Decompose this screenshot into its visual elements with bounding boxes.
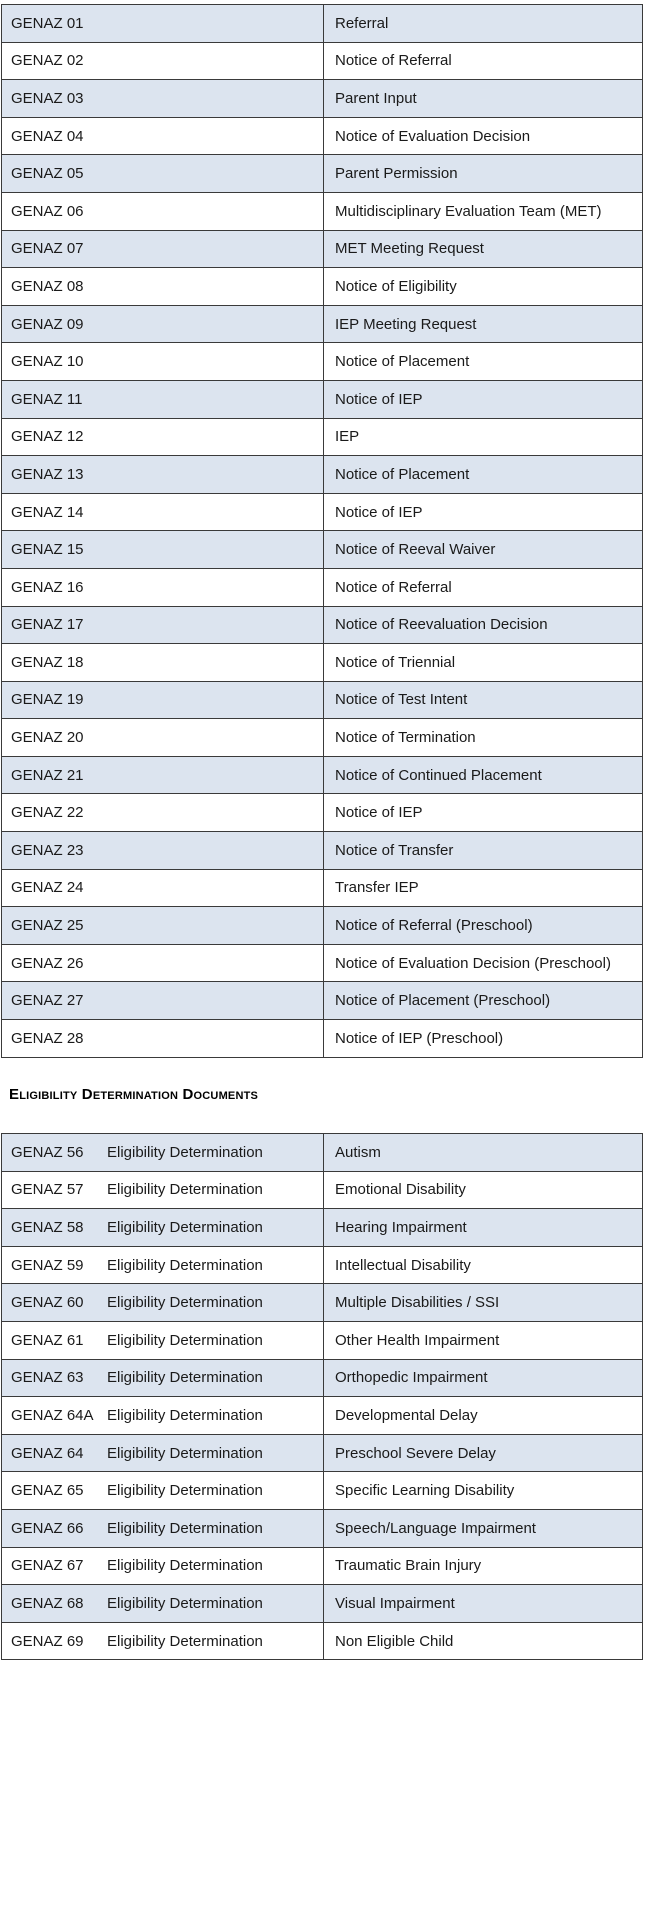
- eligibility-doc-cell: [2, 1246, 324, 1284]
- table-row: [2, 1622, 643, 1660]
- form-code-cell: GENAZ 20: [2, 719, 324, 757]
- form-code: GENAZ 61: [11, 1331, 84, 1349]
- form-title-cell: Notice of Test Intent: [324, 681, 643, 719]
- form-code-cell: GENAZ 11: [2, 380, 324, 418]
- table-row: [2, 380, 643, 418]
- form-title-cell: Notice of Transfer: [324, 832, 643, 870]
- form-code-cell: GENAZ 21: [2, 756, 324, 794]
- disability-category-cell: Non Eligible Child: [324, 1622, 643, 1660]
- forms-table: [1, 4, 643, 1058]
- disability-category-cell: Hearing Impairment: [324, 1209, 643, 1247]
- form-title-cell: Notice of Termination: [324, 719, 643, 757]
- table-row: [2, 644, 643, 682]
- form-code-cell: GENAZ 19: [2, 681, 324, 719]
- form-title-cell: Notice of IEP: [324, 493, 643, 531]
- form-code-cell: GENAZ 16: [2, 568, 324, 606]
- form-code-cell: GENAZ 09: [2, 305, 324, 343]
- table-row: [2, 493, 643, 531]
- table-row: [2, 1134, 643, 1172]
- form-code-cell: GENAZ 25: [2, 907, 324, 945]
- form-title-cell: Notice of Placement: [324, 343, 643, 381]
- form-title-cell: Notice of Referral: [324, 42, 643, 80]
- eligibility-doc-cell: [2, 1585, 324, 1623]
- eligibility-doc-cell: [2, 1171, 324, 1209]
- form-title-cell: Notice of IEP: [324, 794, 643, 832]
- eligibility-table-body: [2, 1134, 643, 1660]
- form-code-cell: GENAZ 23: [2, 832, 324, 870]
- form-code-cell: GENAZ 28: [2, 1020, 324, 1058]
- document-type: Eligibility Determination: [107, 1331, 263, 1349]
- table-row: [2, 1472, 643, 1510]
- disability-category-cell: Autism: [324, 1134, 643, 1172]
- document-type: Eligibility Determination: [107, 1181, 263, 1199]
- disability-category-cell: Emotional Disability: [324, 1171, 643, 1209]
- form-code-cell: GENAZ 05: [2, 155, 324, 193]
- table-row: [2, 418, 643, 456]
- document-type: Eligibility Determination: [107, 1482, 263, 1500]
- disability-category-cell: Traumatic Brain Injury: [324, 1547, 643, 1585]
- form-code: GENAZ 57: [11, 1181, 84, 1199]
- form-title-cell: IEP Meeting Request: [324, 305, 643, 343]
- form-title-cell: IEP: [324, 418, 643, 456]
- form-code-cell: GENAZ 12: [2, 418, 324, 456]
- eligibility-doc-cell: [2, 1509, 324, 1547]
- document-type: Eligibility Determination: [107, 1256, 263, 1274]
- form-title-cell: Notice of Placement (Preschool): [324, 982, 643, 1020]
- form-title-cell: Notice of Continued Placement: [324, 756, 643, 794]
- document-type: Eligibility Determination: [107, 1632, 263, 1650]
- form-code: GENAZ 56: [11, 1143, 84, 1161]
- table-row: [2, 1434, 643, 1472]
- document-type: Eligibility Determination: [107, 1406, 263, 1424]
- eligibility-doc-cell: [2, 1134, 324, 1172]
- disability-category-cell: Multiple Disabilities / SSI: [324, 1284, 643, 1322]
- section-heading: Eligibility Determination Documents: [9, 1086, 259, 1103]
- table-row: [2, 1020, 643, 1058]
- form-code: GENAZ 64: [11, 1444, 84, 1462]
- eligibility-doc-cell: [2, 1472, 324, 1510]
- table-row: [2, 944, 643, 982]
- disability-category-cell: Orthopedic Impairment: [324, 1359, 643, 1397]
- form-code: GENAZ 64A: [11, 1406, 94, 1424]
- form-code-cell: GENAZ 13: [2, 456, 324, 494]
- table-row: [2, 343, 643, 381]
- disability-category-cell: Other Health Impairment: [324, 1321, 643, 1359]
- form-code-cell: GENAZ 06: [2, 192, 324, 230]
- table-row: [2, 1246, 643, 1284]
- form-code-cell: GENAZ 17: [2, 606, 324, 644]
- table-row: [2, 192, 643, 230]
- table-row: [2, 568, 643, 606]
- form-code-cell: GENAZ 08: [2, 268, 324, 306]
- disability-category-cell: Developmental Delay: [324, 1397, 643, 1435]
- form-title-cell: Notice of Eligibility: [324, 268, 643, 306]
- disability-category-cell: Visual Impairment: [324, 1585, 643, 1623]
- form-code-cell: GENAZ 27: [2, 982, 324, 1020]
- table-row: [2, 794, 643, 832]
- table-row: [2, 1547, 643, 1585]
- form-title-cell: Notice of Evaluation Decision: [324, 117, 643, 155]
- table-row: [2, 1359, 643, 1397]
- disability-category-cell: Preschool Severe Delay: [324, 1434, 643, 1472]
- document-type: Eligibility Determination: [107, 1557, 263, 1575]
- table-row: [2, 531, 643, 569]
- form-code-cell: GENAZ 14: [2, 493, 324, 531]
- table-row: [2, 1284, 643, 1322]
- form-code-cell: GENAZ 01: [2, 5, 324, 43]
- form-code-cell: GENAZ 26: [2, 944, 324, 982]
- eligibility-table: [1, 1133, 643, 1660]
- form-code: GENAZ 66: [11, 1519, 84, 1537]
- table-row: [2, 719, 643, 757]
- form-code: GENAZ 68: [11, 1594, 84, 1612]
- document-type: Eligibility Determination: [107, 1519, 263, 1537]
- form-code: GENAZ 63: [11, 1369, 84, 1387]
- eligibility-doc-cell: [2, 1284, 324, 1322]
- disability-category-cell: Intellectual Disability: [324, 1246, 643, 1284]
- table-row: [2, 907, 643, 945]
- table-row: [2, 1321, 643, 1359]
- form-code-cell: GENAZ 18: [2, 644, 324, 682]
- form-code-cell: GENAZ 03: [2, 80, 324, 118]
- table-row: [2, 756, 643, 794]
- table-row: [2, 681, 643, 719]
- form-code-cell: GENAZ 10: [2, 343, 324, 381]
- form-title-cell: Notice of Reevaluation Decision: [324, 606, 643, 644]
- eligibility-doc-cell: [2, 1397, 324, 1435]
- table-row: [2, 268, 643, 306]
- eligibility-doc-cell: [2, 1321, 324, 1359]
- form-code-cell: GENAZ 22: [2, 794, 324, 832]
- table-row: [2, 1171, 643, 1209]
- form-title-cell: Notice of IEP: [324, 380, 643, 418]
- table-row: [2, 42, 643, 80]
- form-title-cell: Notice of Triennial: [324, 644, 643, 682]
- form-code-cell: GENAZ 24: [2, 869, 324, 907]
- table-row: [2, 1585, 643, 1623]
- table-row: [2, 305, 643, 343]
- form-code: GENAZ 60: [11, 1294, 84, 1312]
- eligibility-doc-cell: [2, 1622, 324, 1660]
- table-row: [2, 869, 643, 907]
- form-code-cell: GENAZ 07: [2, 230, 324, 268]
- table-row: [2, 117, 643, 155]
- form-title-cell: Transfer IEP: [324, 869, 643, 907]
- form-title-cell: Parent Input: [324, 80, 643, 118]
- form-code: GENAZ 67: [11, 1557, 84, 1575]
- disability-category-cell: Speech/Language Impairment: [324, 1509, 643, 1547]
- eligibility-doc-cell: [2, 1209, 324, 1247]
- form-title-cell: Referral: [324, 5, 643, 43]
- form-title-cell: Notice of Referral: [324, 568, 643, 606]
- document-type: Eligibility Determination: [107, 1218, 263, 1236]
- form-code: GENAZ 65: [11, 1482, 84, 1500]
- form-title-cell: Parent Permission: [324, 155, 643, 193]
- eligibility-doc-cell: [2, 1359, 324, 1397]
- disability-category-cell: Specific Learning Disability: [324, 1472, 643, 1510]
- form-code-cell: GENAZ 02: [2, 42, 324, 80]
- document-type: Eligibility Determination: [107, 1143, 263, 1161]
- document-type: Eligibility Determination: [107, 1594, 263, 1612]
- table-row: [2, 606, 643, 644]
- table-row: [2, 456, 643, 494]
- table-row: [2, 1209, 643, 1247]
- document-type: Eligibility Determination: [107, 1294, 263, 1312]
- form-code: GENAZ 59: [11, 1256, 84, 1274]
- table-row: [2, 155, 643, 193]
- form-title-cell: Multidisciplinary Evaluation Team (MET): [324, 192, 643, 230]
- form-title-cell: Notice of Referral (Preschool): [324, 907, 643, 945]
- table-row: [2, 1509, 643, 1547]
- form-code-cell: GENAZ 04: [2, 117, 324, 155]
- eligibility-doc-cell: [2, 1547, 324, 1585]
- form-title-cell: MET Meeting Request: [324, 230, 643, 268]
- form-title-cell: Notice of Placement: [324, 456, 643, 494]
- form-code: GENAZ 69: [11, 1632, 84, 1650]
- eligibility-doc-cell: [2, 1434, 324, 1472]
- forms-table-body: [2, 5, 643, 1058]
- table-row: [2, 5, 643, 43]
- form-code-cell: GENAZ 15: [2, 531, 324, 569]
- table-row: [2, 832, 643, 870]
- table-row: [2, 1397, 643, 1435]
- table-row: [2, 982, 643, 1020]
- form-title-cell: Notice of Evaluation Decision (Preschool): [324, 944, 643, 982]
- table-row: [2, 80, 643, 118]
- document-type: Eligibility Determination: [107, 1369, 263, 1387]
- form-title-cell: Notice of Reeval Waiver: [324, 531, 643, 569]
- table-row: [2, 230, 643, 268]
- document-type: Eligibility Determination: [107, 1444, 263, 1462]
- form-code: GENAZ 58: [11, 1218, 84, 1236]
- form-title-cell: Notice of IEP (Preschool): [324, 1020, 643, 1058]
